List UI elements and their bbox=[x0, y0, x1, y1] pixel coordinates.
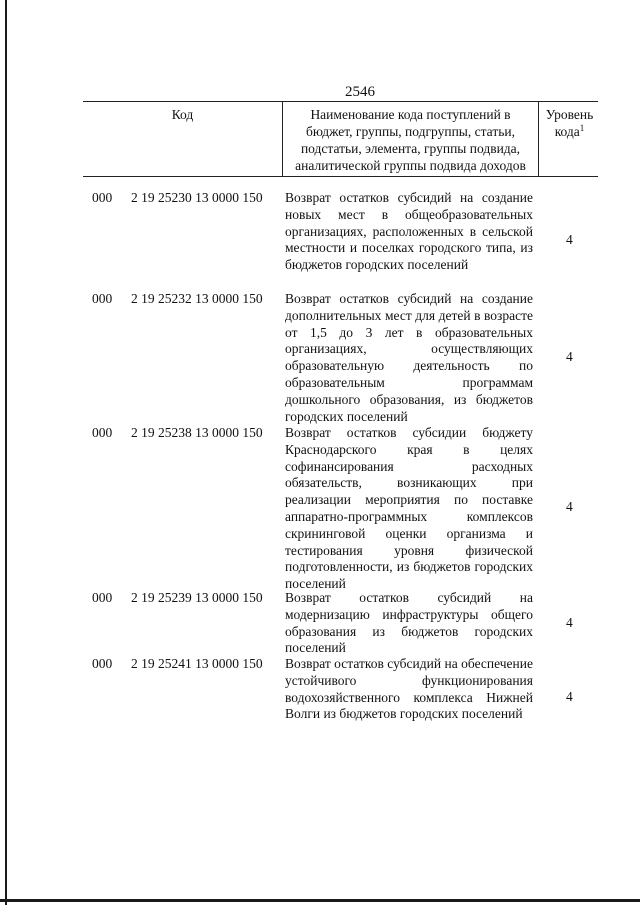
income-code: 2 19 25238 13 0000 150 bbox=[131, 425, 263, 440]
income-name: Возврат остатков субсидии бюджету Краснодарского края в целях софинансирования расходных обязательств, возникающих при реализации мероприятия по поставке аппаратно-программных комплексов скрининговой оценки организма и тестирования уровня физической подготовленности, из бюджетов городских поселений bbox=[285, 425, 533, 592]
code-level: 4 bbox=[566, 349, 573, 364]
admin-code: 000 bbox=[92, 590, 113, 605]
income-code: 2 19 25239 13 0000 150 bbox=[131, 590, 263, 605]
income-code: 2 19 25232 13 0000 150 bbox=[131, 291, 263, 306]
code-level: 4 bbox=[566, 615, 573, 630]
admin-code: 000 bbox=[92, 190, 113, 205]
scan-edge-left bbox=[5, 0, 7, 905]
admin-code: 000 bbox=[92, 656, 113, 671]
income-name: Возврат остатков субсидий на создание дополнительных мест для детей в возрасте от 1,5 до 3 лет в образовательных организациях, осуществляющих образовательную деятельность по образовательным программам дошкольного образования, из бюджетов городских поселений bbox=[285, 291, 533, 424]
scan-edge-bottom bbox=[0, 899, 640, 902]
income-name: Возврат остатков субсидий на создание новых мест в общеобразовательных организациях, расположенных в сельской местности и поселках городского типа, из бюджетов городских поселений bbox=[285, 190, 533, 273]
header-name: Наименование кода поступлений в бюджет, группы, подгруппы, статьи, подстатьи, элемента, группы подвида, аналитической группы подвида доходов bbox=[283, 102, 539, 177]
header-code: Код bbox=[83, 102, 283, 177]
header-level-label: Уровень кода bbox=[545, 107, 594, 139]
table-header bbox=[83, 101, 598, 177]
code-level: 4 bbox=[566, 499, 573, 514]
header-level bbox=[539, 102, 599, 177]
income-name: Возврат остатков субсидий на обеспечение устойчивого функционирования водохозяйственного комплекса Нижней Волги из бюджетов городских поселений bbox=[285, 656, 533, 722]
income-code: 2 19 25241 13 0000 150 bbox=[131, 656, 263, 671]
income-name: Возврат остатков субсидий на модернизацию инфраструктуры общего образования из бюджетов городских поселений bbox=[285, 590, 533, 656]
admin-code: 000 bbox=[92, 425, 113, 440]
code-level: 4 bbox=[566, 689, 573, 704]
code-level: 4 bbox=[566, 232, 573, 247]
header-level-footnote: 1 bbox=[579, 123, 585, 133]
page-number: 2546 bbox=[345, 84, 375, 100]
income-code: 2 19 25230 13 0000 150 bbox=[131, 190, 263, 205]
admin-code: 000 bbox=[92, 291, 113, 306]
